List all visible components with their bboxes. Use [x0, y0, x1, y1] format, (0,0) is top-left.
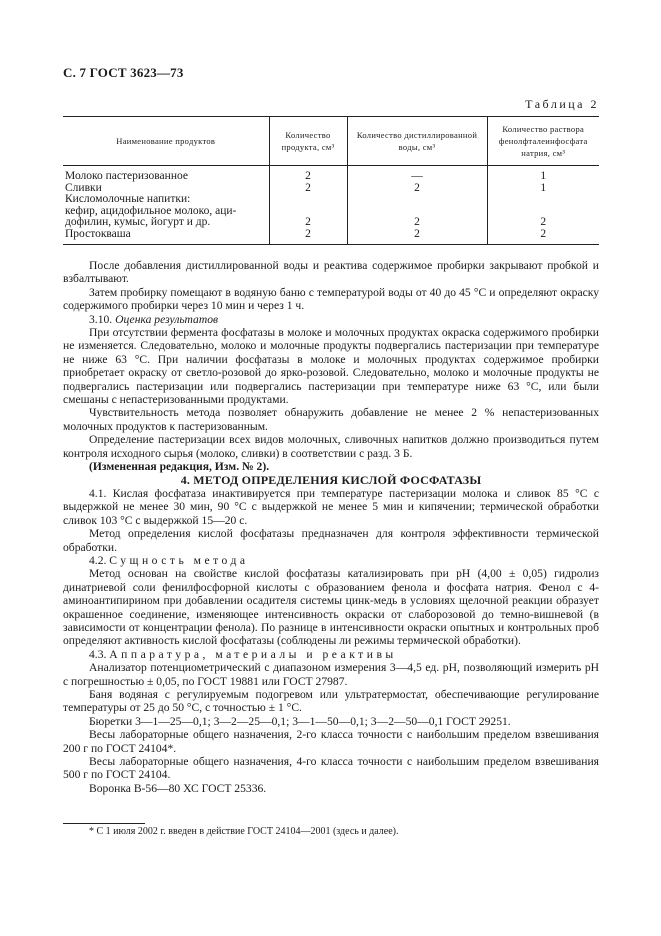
clause-title: Оценка результатов: [115, 312, 219, 326]
table-cell: [487, 194, 599, 206]
subsection-heading: [63, 313, 599, 326]
clause-title: Аппаратура, материалы и реактивы: [109, 647, 397, 661]
table-cell: дофилин, кумыс, йогурт и др.: [65, 216, 211, 228]
paragraph: Баня водяная с регулируемым подогревом или ультратермостат, обеспечивающие регулирование температуры от 25 до 50 °С, с точностью ± 1 °С.: [63, 688, 599, 715]
table-cell: 2: [269, 229, 347, 245]
paragraph: Весы лабораторные общего назначения, 2-го класса точности с наибольшим пределом взвешивания 200 г по ГОСТ 24104*.: [63, 728, 599, 755]
table-cell: 1: [487, 166, 599, 183]
paragraph: При отсутствии фермента фосфатазы в молоке и молочных продуктах окраска содержимого пробирки не изменяется. Следовательно, молоко и молочные продукты подвергались пастеризации при температуре не ниже 63 °С. При наличии фосфатазы в молоке и молочных продуктах содержимое пробирки приобретает окраску от светло-розовой до ярко-розовой. Следовательно, молоко и молочные продукты не подвергались пастеризации или подвергались пастеризации при температуре ниже 63 °С, или были смешаны с непастеризованными продуктами.: [63, 326, 599, 407]
table-cell: Сливки: [65, 181, 102, 194]
table-cell: кефир, ацидофильное молоко, аци-: [65, 204, 237, 217]
table-cell: 2: [269, 217, 347, 229]
data-table: [63, 116, 599, 245]
table-row: [63, 194, 599, 206]
subsection-heading: [63, 554, 599, 567]
table-header-row: [63, 117, 599, 166]
column-header: Наименование продуктов: [63, 117, 269, 166]
table-cell: 2: [269, 166, 347, 183]
paragraph: Анализатор потенциометрический с диапазоном измерения 3—4,5 ед. рН, позволяющий измерить рН с погрешностью ± 0,05, по ГОСТ 19881 или ГОСТ 27987.: [63, 661, 599, 688]
column-header: Количество дистиллированной воды, см³: [347, 117, 487, 166]
clause-number: 3.10.: [89, 312, 113, 326]
paragraph: Определение пастеризации всех видов молочных, сливочных напитков должно производиться путем контроля исходного сырья (молоко, сливки) в соответствии с разд. 3 Б.: [63, 433, 599, 460]
clause-title: Сущность метода: [109, 553, 249, 567]
footnote: * С 1 июля 2002 г. введен в действие ГОСТ 24104—2001 (здесь и далее).: [89, 826, 399, 837]
section-title: 4. МЕТОД ОПРЕДЕЛЕНИЯ КИСЛОЙ ФОСФАТАЗЫ: [180, 472, 482, 487]
column-header: Количество раствора фенолфталеинфосфата натрия, см³: [487, 117, 599, 166]
paragraph: Чувствительность метода позволяет обнаружить добавление не менее 2 % непастеризованных молочных продуктов к пастеризованным.: [63, 406, 599, 433]
page-header: С. 7 ГОСТ 3623—73: [63, 65, 184, 80]
table-cell: [269, 194, 347, 206]
table-cell: Молоко пастеризованное: [65, 170, 188, 182]
column-header: Количество продукта, см³: [269, 117, 347, 166]
table-cell: 2: [487, 229, 599, 245]
table-cell: 2: [347, 229, 487, 245]
table-cell: 2: [347, 217, 487, 229]
clause-number: 4.3.: [89, 647, 107, 661]
table-cell: 1: [487, 183, 599, 195]
table-cell: [347, 194, 487, 206]
table-caption: Таблица 2: [525, 97, 599, 111]
subsection-heading: [63, 648, 599, 661]
table-cell: 2: [487, 217, 599, 229]
table-cell: 2: [347, 183, 487, 195]
paragraph: Затем пробирку помещают в водяную баню с температурой воды от 40 до 45 °С и определяют окраску содержимого пробирки через 10 мин и через 1 ч.: [63, 285, 599, 313]
table-cell: Кисломолочные напитки:: [65, 193, 191, 205]
footnote-divider: [63, 823, 145, 824]
paragraph: Метод основан на свойстве кислой фосфатазы катализировать при рН (4,00 ± 0,05) гидролиз динатриевой соли фенилфосфорной кислоты с образованием фенола и фосфата натрия. Фенол с 4-аминоантипирином при добавлении осадителя системы цинк-медь в условиях щелочной реакции образует окрашенное соединение, изменяющее интенсивность окраски от слаборозовой до темно-вишневой (в зависимости от концентрации фенола). По разнице в интенсивности окраски опытных и контрольных проб определяют активность кислой фосфатазы (соблюдены ли режимы термической обработки).: [63, 567, 599, 648]
table-cell: —: [347, 166, 487, 183]
table-row: [63, 166, 599, 183]
paragraph: Бюретки 3—1—25—0,1; 3—2—25—0,1; 3—1—50—0,1; 3—2—50—0,1 ГОСТ 29251.: [89, 714, 511, 728]
paragraph: Метод определения кислой фосфатазы предназначен для контроля эффективности термической обработки.: [63, 527, 599, 554]
paragraph: 4.1. Кислая фосфатаза инактивируется при температуре пастеризации молока и сливок 85 °С с выдержкой не менее 30 мин, 90 °С с выдержкой не менее 5 мин и кипячении; термической обработки сливок 103 °С с выдержкой 15—20 с.: [63, 486, 599, 527]
paragraph: После добавления дистиллированной воды и реактива содержимое пробирки закрывают пробкой и взбалтывают.: [63, 259, 599, 286]
table-row: [63, 217, 599, 229]
clause-number: 4.2.: [89, 553, 107, 567]
table-row: [63, 229, 599, 245]
table-cell: Простокваша: [63, 229, 269, 245]
paragraph: Воронка В-56—80 ХС ГОСТ 25336.: [89, 781, 267, 795]
body-text: [63, 259, 599, 795]
amendment-note: (Измененная редакция, Изм. № 2).: [89, 460, 270, 474]
paragraph: Весы лабораторные общего назначения, 4-го класса точности с наибольшим пределом взвешивания 500 г по ГОСТ 24104.: [63, 755, 599, 782]
table-cell: 2: [269, 183, 347, 195]
